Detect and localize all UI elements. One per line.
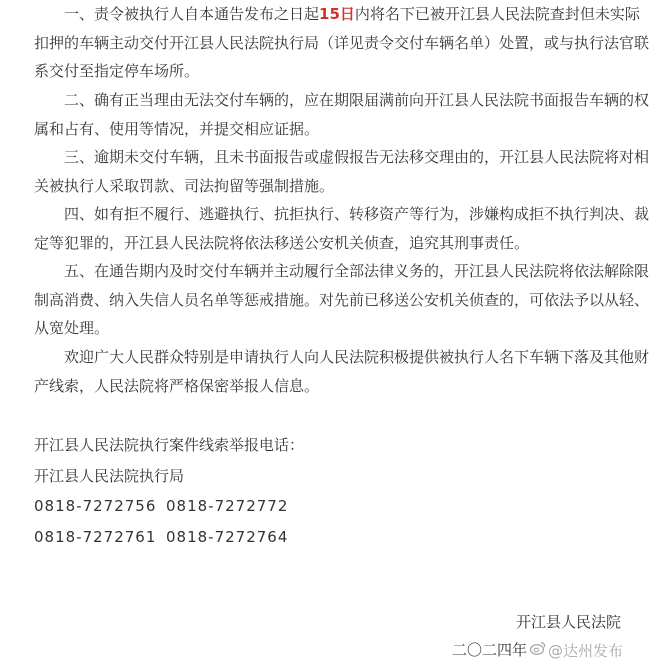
phone-number: 0818-7272772 — [166, 497, 289, 515]
phone-row-2 — [34, 527, 298, 547]
signature-court: 开江县人民法院 — [516, 613, 622, 631]
deadline-highlight: 15日 — [319, 5, 355, 23]
phone-row-1 — [34, 496, 298, 516]
p6-text: 欢迎广大人民群众特别是申请执行人向人民法院积极提供被执行人名下车辆下落及其他财产线索，人民法院将严格保密举报人信息。 — [34, 348, 650, 395]
paragraph-2 — [34, 86, 650, 143]
phone-number: 0818-7272764 — [166, 528, 289, 546]
contact-unit: 开江县人民法院执行局 — [34, 467, 185, 485]
p1-text-after: 内将名下已被开江县人民法院查封但未实际扣押的车辆主动交付开江县人民法院执行局（详见责令交付车辆名单）处置，或与执行法官联系交付至指定停车场所。 — [34, 5, 650, 80]
p4-text: 四、如有拒不履行、逃避执行、抗拒执行、转移资产等行为，涉嫌构成拒不执行判决、裁定等犯罪的，开江县人民法院将依法移送公安机关侦查，追究其刑事责任。 — [34, 205, 650, 252]
paragraph-1 — [34, 0, 650, 86]
phone-number: 0818-7272761 — [34, 528, 157, 546]
contact-heading: 开江县人民法院执行案件线索举报电话： — [34, 436, 305, 454]
weibo-icon — [530, 641, 546, 655]
p2-text: 二、确有正当理由无法交付车辆的，应在期限届满前向开江县人民法院书面报告车辆的权属和占有、使用等情况，并提交相应证据。 — [34, 91, 650, 138]
paragraph-5 — [34, 257, 650, 343]
paragraph-3 — [34, 143, 650, 200]
paragraph-6 — [34, 343, 650, 400]
p3-text: 三、逾期未交付车辆，且未书面报告或虚假报告无法移交理由的，开江县人民法院将对相关被执行人采取罚款、司法拘留等强制措施。 — [34, 148, 650, 195]
p5-text: 五、在通告期内及时交付车辆并主动履行全部法律义务的，开江县人民法院将依法解除限制高消费、纳入失信人员名单等惩戒措施。对先前已移送公安机关侦查的，可依法予以从轻、从宽处理。 — [34, 262, 650, 337]
phone-number: 0818-7272756 — [34, 497, 157, 515]
paragraph-4 — [34, 200, 650, 257]
p1-text-before: 一、责令被执行人自本通告发布之日起 — [64, 5, 320, 23]
signature-date: 二〇二四年 — [452, 641, 528, 659]
watermark-text: @达州发布 — [548, 642, 624, 660]
